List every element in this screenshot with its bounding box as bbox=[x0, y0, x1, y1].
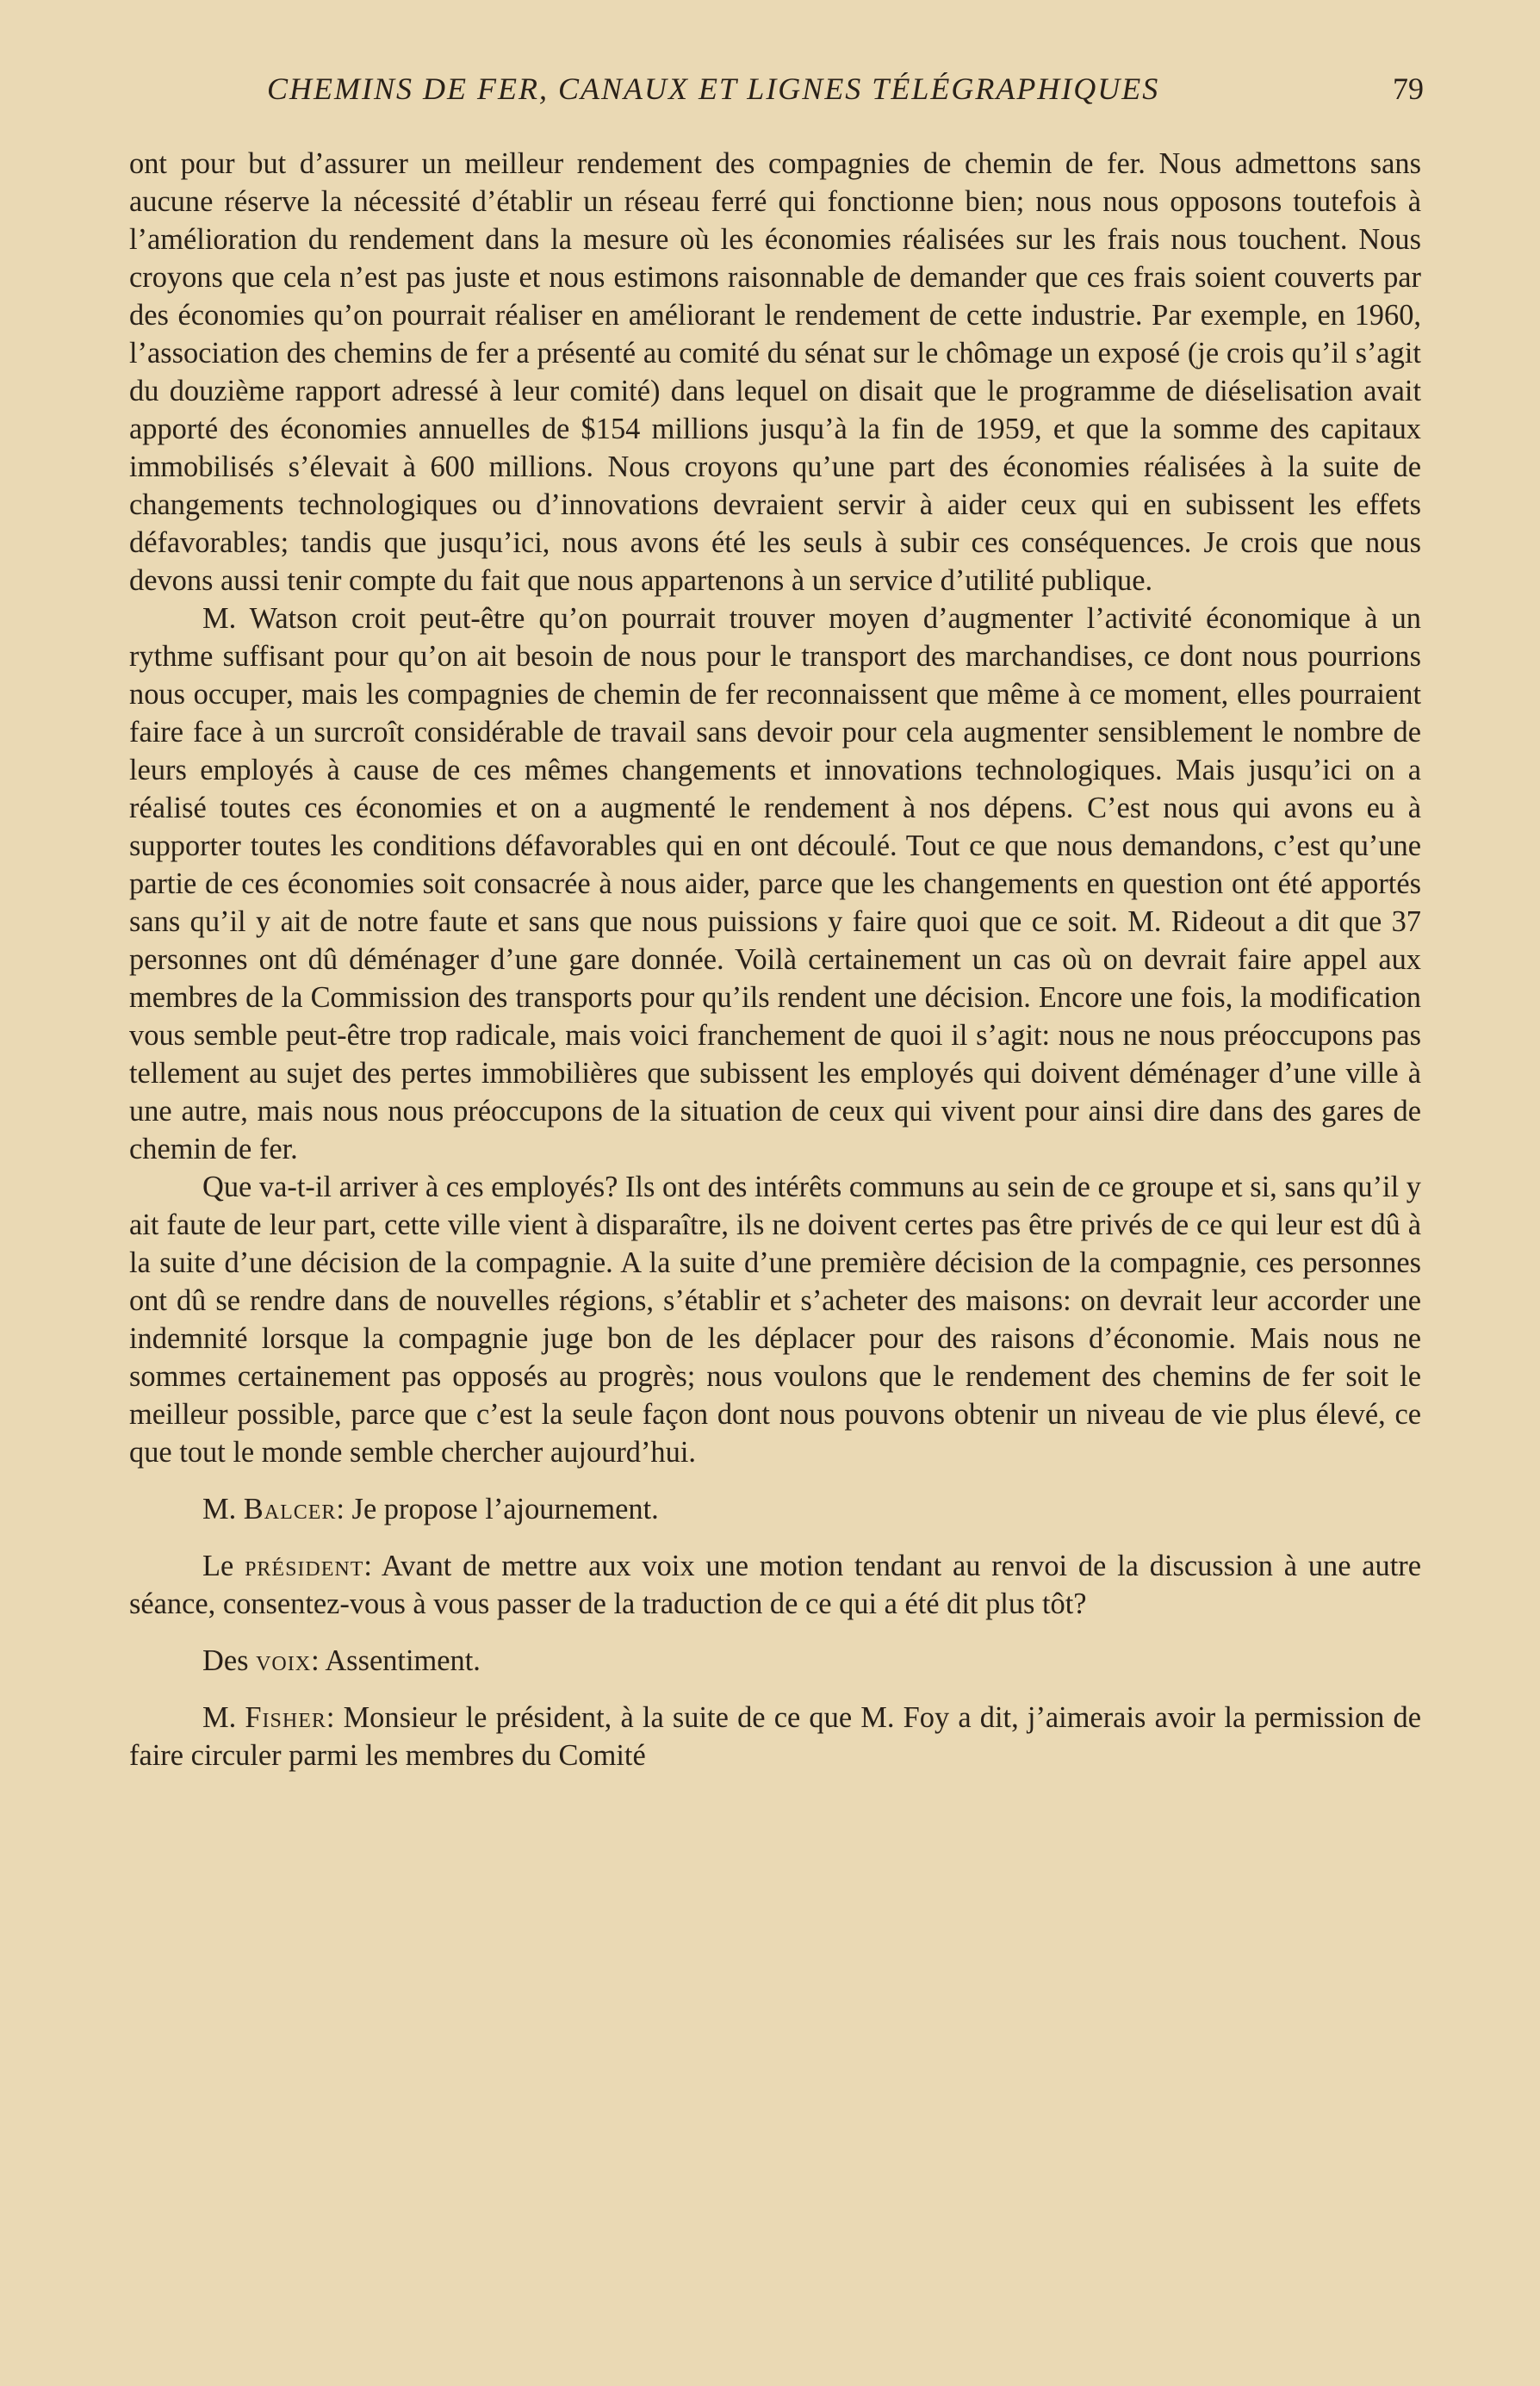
paragraph: ont pour but d’assurer un meilleur rendement des compagnies de chemin de fer. Nous admettons sans aucune réserve la nécessité d’établir un réseau ferré qui fonctionne bien; nous nous opposons toutefois à l’amélioration du rendement dans la mesure où les économies réalisées sur les frais nous touchent. Nous croyons que cela n’est pas juste et nous estimons raisonnable de demander que ces frais soient couverts par des économies qu’on pourrait réaliser en améliorant le rendement de cette industrie. Par exemple, en 1960, l’association des chemins de fer a présenté au comité du sénat sur le chômage un exposé (je crois qu’il s’agit du douzième rapport adressé à leur comité) dans lequel on disait que le programme de diéselisation avait apporté des économies annuelles de $154 millions jusqu’à la fin de 1959, et que la somme des capitaux immobilisés s’élevait à 600 millions. Nous croyons qu’une part des économies réalisées à la suite de changements technologiques ou d’innovations devraient servir à aider ceux qui en subissent les effets défavorables; tandis que jusqu’ici, nous avons été les seuls à subir ces conséquences. Je crois que nous devons aussi tenir compte du fait que nous appartenons à un service d’utilité publique. bbox=[129, 147, 1421, 597]
speaker-entry-fisher bbox=[129, 1699, 1421, 1774]
page-header bbox=[129, 71, 1424, 122]
paragraph: M. Watson croit peut-être qu’on pourrait trouver moyen d’augmenter l’activité économique à un rythme suffisant pour qu’on ait besoin de nous pour le transport des marchandises, ce dont nous pourrions nous occuper, mais les compagnies de chemin de fer reconnaissent que même à ce moment, elles pourraient faire face à un surcroît considérable de travail sans devoir pour cela augmenter sensiblement le nombre de leurs employés à cause de ces mêmes changements et innovations technologiques. Mais jusqu’ici on a réalisé toutes ces économies et on a augmenté le rendement à nos dépens. C’est nous qui avons eu à supporter toutes les conditions défavorables qui en ont découlé. Tout ce que nous demandons, c’est qu’une partie de ces économies soit consacrée à nous aider, parce que les changements en question ont été apportés sans qu’il y ait de notre faute et sans que nous puissions y faire quoi que ce soit. M. Rideout a dit que 37 personnes ont dû déménager d’une gare donnée. Voilà certainement un cas où on devrait faire appel aux membres de la Commission des transports pour qu’ils rendent une décision. Encore une fois, la modification vous semble peut-être trop radicale, mais voici franchement de quoi il s’agit: nous ne nous préoccupons pas tellement au sujet des pertes immobilières que subissent les employés qui doivent déménager d’une ville à une autre, mais nous nous préoccupons de la situation de ceux qui vivent pour ainsi dire dans des gares de chemin de fer. bbox=[129, 602, 1421, 1165]
speaker-name: Balcer bbox=[243, 1493, 337, 1525]
speaker-title: Des bbox=[202, 1644, 249, 1677]
speaker-title: M. bbox=[202, 1493, 237, 1525]
speaker-entry-voix bbox=[129, 1642, 1421, 1680]
speaker-entry-president bbox=[129, 1547, 1421, 1623]
page-number: 79 bbox=[1393, 71, 1424, 106]
speaker-title: Le bbox=[202, 1550, 234, 1582]
speaker-name: président bbox=[245, 1550, 364, 1582]
speaker-name: voix bbox=[256, 1644, 312, 1677]
speaker-text: : Monsieur le président, à la suite de ce que M. Foy a dit, j’aimerais avoir la permission de faire circuler parmi les membres du Comité bbox=[129, 1701, 1422, 1772]
speaker-text: : Assentiment. bbox=[311, 1644, 481, 1677]
body-text bbox=[129, 145, 1421, 1774]
speaker-title: M. bbox=[202, 1701, 237, 1734]
speaker-name: Fisher bbox=[245, 1701, 326, 1734]
speaker-entry-balcer bbox=[129, 1490, 1421, 1528]
speaker-text: : Je propose l’ajournement. bbox=[336, 1493, 659, 1525]
speaker-text: : Avant de mettre aux voix une motion tendant au renvoi de la discussion à une autre séance, consentez-vous à vous passer de la traduction de ce qui a été dit plus tôt? bbox=[129, 1550, 1421, 1620]
running-title: CHEMINS DE FER, CANAUX ET LIGNES TÉLÉGRAPHIQUES bbox=[267, 71, 1160, 106]
paragraph: Que va-t-il arriver à ces employés? Ils ont des intérêts communs au sein de ce groupe et si, sans qu’il y ait faute de leur part, cette ville vient à disparaître, ils ne doivent certes pas être privés de ce qui leur est dû à la suite d’une décision de la compagnie. A la suite d’une première décision de la compagnie, ces personnes ont dû se rendre dans de nouvelles régions, s’établir et s’acheter des maisons: on devrait leur accorder une indemnité lorsque la compagnie juge bon de les déplacer pour des raisons d’économie. Mais nous ne sommes certainement pas opposés au progrès; nous voulons que le rendement des chemins de fer soit le meilleur possible, parce que c’est la seule façon dont nous pouvons obtenir un niveau de vie plus élevé, ce que tout le monde semble chercher aujourd’hui. bbox=[129, 1171, 1421, 1469]
